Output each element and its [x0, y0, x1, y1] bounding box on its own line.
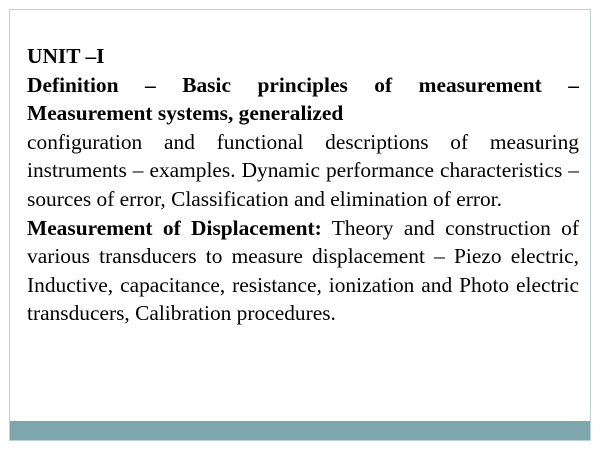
heading-line-2: Measurement systems, generalized	[27, 101, 344, 126]
syllabus-paragraph-1: configuration and functional descriptions of measuring instruments – examples. Dynamic performance characteristics – sources of error, Classification and elimination of error.	[27, 129, 579, 211]
displacement-text: Theory and construction of various transducers to measure displacement – Piezo electric, Inductive, capacitance, resistance, ionization and Photo electric transducers, Calibration procedures.	[27, 215, 580, 326]
slide-content	[27, 42, 579, 328]
syllabus-paragraph-2	[27, 214, 579, 328]
slide-frame	[9, 9, 591, 441]
bottom-band	[10, 421, 590, 440]
displacement-label: Measurement of Displacement:	[27, 215, 322, 240]
heading-line-1: Definition – Basic principles of measurement –	[27, 72, 579, 97]
unit-title: UNIT –I	[27, 44, 105, 68]
